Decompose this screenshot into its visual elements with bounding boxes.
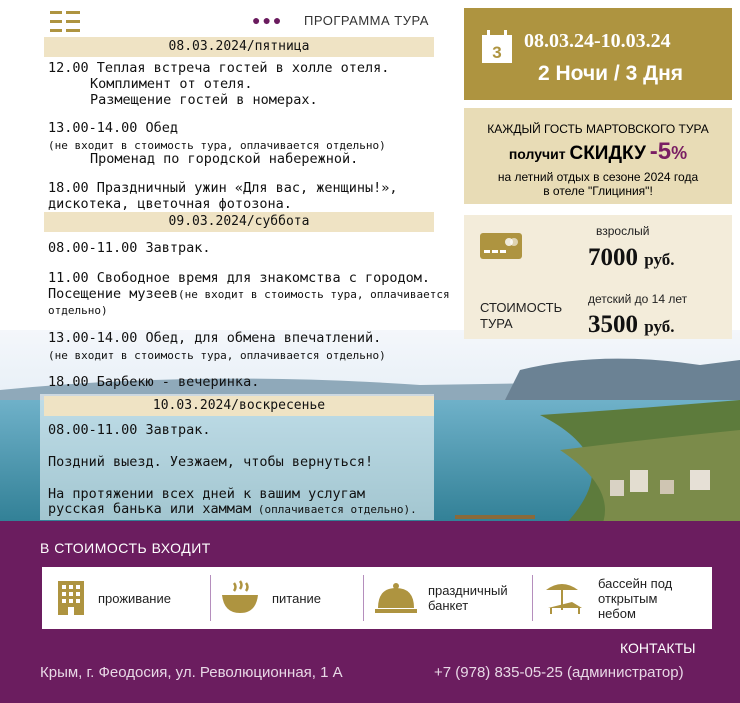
include-label-line: бассейн под <box>598 575 673 591</box>
schedule-line: 18.00 Барбекю - вечеринка. <box>48 374 260 390</box>
decorative-dots: ●●● <box>252 12 284 28</box>
calendar-icon <box>481 30 513 64</box>
include-item-pool <box>542 567 672 629</box>
contact-phone[interactable]: +7 (978) 835-05-25 (администратор) <box>434 664 684 681</box>
schedule-line: 13.00-14.00 Обед <box>48 120 179 136</box>
cloche-icon <box>374 580 418 616</box>
child-price-label: детский до 14 лет <box>588 292 688 306</box>
schedule-line <box>48 501 417 518</box>
schedule-line: дискотека, цветочная фотозона. <box>48 196 292 212</box>
tour-dates: 08.03.24-10.03.24 <box>524 30 671 52</box>
cost-label-line: ТУРА <box>480 316 513 331</box>
contacts-title: КОНТАКТЫ <box>620 640 696 656</box>
contact-address: Крым, г. Феодосия, ул. Революционная, 1 А <box>40 664 343 681</box>
day-header-1: 08.03.2024/пятница <box>44 37 434 57</box>
schedule-line: 08.00-11.00 Завтрак. <box>48 422 211 438</box>
building-icon <box>54 579 88 617</box>
cost-label-line: СТОИМОСТЬ <box>480 300 563 315</box>
program-title: ПРОГРАММА ТУРА <box>304 13 429 28</box>
schedule-note: (не входит в стоимость тура, оплачивается отдельно) <box>48 139 386 152</box>
includes-title: В СТОИМОСТЬ ВХОДИТ <box>40 540 211 556</box>
schedule-line: 12.00 Теплая встреча гостей в холле отеля. <box>48 60 390 76</box>
include-label-line: открытым <box>598 590 658 606</box>
adult-price-label: взрослый <box>596 224 650 238</box>
promo-line: на летний отдых в сезоне 2024 года <box>497 170 699 184</box>
include-item-banquet <box>374 567 508 629</box>
pool-icon <box>542 578 588 618</box>
include-item-accommodation <box>54 567 171 629</box>
promo-details <box>464 170 732 198</box>
menu-icon[interactable] <box>48 8 84 36</box>
include-label-line: праздничный <box>428 583 508 598</box>
promo-headline: КАЖДЫЙ ГОСТЬ МАРТОВСКОГО ТУРА <box>487 122 709 136</box>
include-label-line: небом <box>598 605 636 621</box>
include-label <box>428 583 508 613</box>
schedule-line <box>48 286 450 303</box>
day-header-2: 09.03.2024/суббота <box>44 212 434 232</box>
schedule-line: 18.00 Праздничный ужин «Для вас, женщины!», <box>48 180 398 196</box>
schedule-line: Комплимент от отеля. <box>90 76 253 92</box>
day-header-3: 10.03.2024/воскресенье <box>44 396 434 416</box>
calendar-day-number: 3 <box>492 43 502 62</box>
adult-price-value: 7000 <box>588 244 638 271</box>
include-label: питание <box>272 590 322 606</box>
promo-gets: получит <box>508 146 566 162</box>
promo-discount-value: -5 <box>649 138 672 165</box>
child-price <box>588 311 675 339</box>
promo-discount-word: СКИДКУ <box>569 143 646 164</box>
cost-label <box>480 300 562 332</box>
schedule-line: Поздний выезд. Уезжаем, чтобы вернуться! <box>48 454 374 470</box>
schedule-line: 08.00-11.00 Завтрак. <box>48 240 211 256</box>
include-label <box>598 576 672 621</box>
schedule-line: На протяжении всех дней к вашим услугам <box>48 486 365 502</box>
divider <box>532 575 533 621</box>
schedule-line: Променад по городской набережной. <box>90 151 359 167</box>
child-price-value: 3500 <box>588 311 638 338</box>
schedule-line: Размещение гостей в номерах. <box>90 92 318 108</box>
schedule-text: русская банька или хаммам <box>48 501 252 517</box>
divider <box>210 575 211 621</box>
include-label: проживание <box>98 590 171 606</box>
tour-duration: 2 Ночи / 3 Дня <box>538 62 684 85</box>
schedule-note: отдельно) <box>48 304 108 317</box>
payment-card-icon <box>480 233 522 259</box>
currency: руб. <box>644 250 675 269</box>
schedule-line: 13.00-14.00 Обед, для обмена впечатлений. <box>48 330 382 346</box>
adult-price <box>588 244 675 272</box>
schedule-note: (не входит в стоимость тура, оплачивается <box>178 288 450 301</box>
promo-line: в отеле "Глициния"! <box>543 184 653 198</box>
promo-discount <box>464 138 732 166</box>
schedule-text: Посещение музеев <box>48 286 179 302</box>
include-label-line: банкет <box>428 598 469 613</box>
promo-percent: % <box>671 143 688 163</box>
bowl-icon <box>220 579 260 617</box>
include-item-meals <box>220 567 321 629</box>
schedule-note: (не входит в стоимость тура, оплачивается отдельно) <box>48 349 386 362</box>
currency: руб. <box>644 317 675 336</box>
schedule-line: 11.00 Свободное время для знакомства с городом. <box>48 270 431 286</box>
divider <box>363 575 364 621</box>
schedule-note: (оплачивается отдельно). <box>251 503 417 516</box>
